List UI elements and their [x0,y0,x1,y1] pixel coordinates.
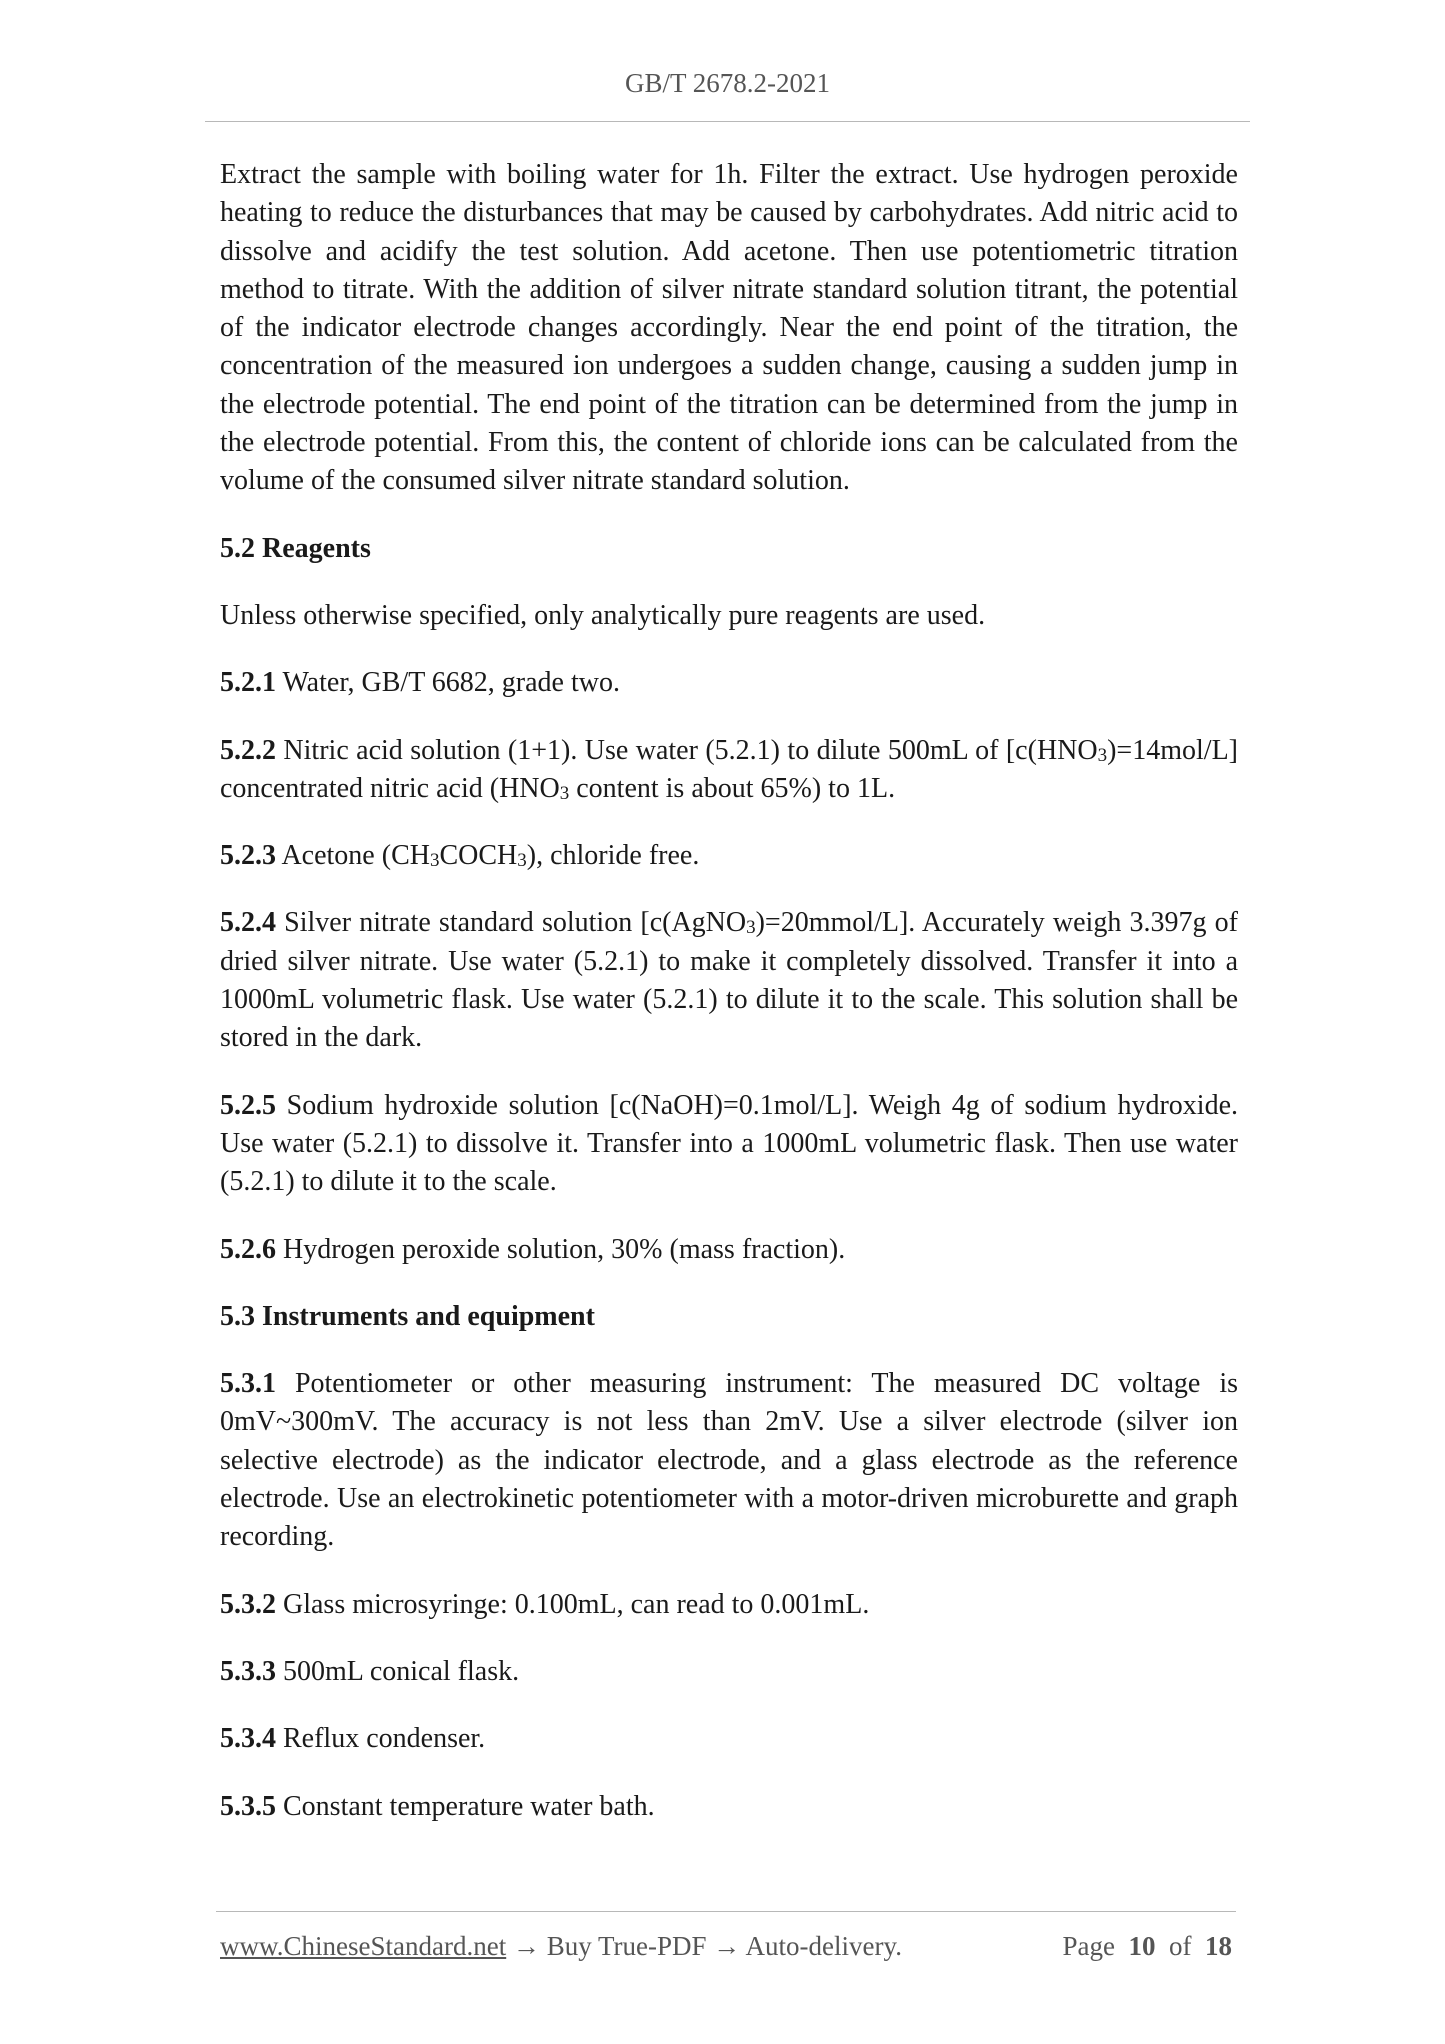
subscript: 3 [517,850,527,872]
clause-5-3-2 [220,1586,1238,1624]
clause-text: Hydrogen peroxide solution, 30% (mass fraction). [276,1233,846,1265]
footer-promo-text: → Buy True-PDF → Auto-delivery. [506,1931,902,1961]
clause-number: 5.2.5 [220,1089,276,1121]
section-heading-reagents: 5.2 Reagents [220,532,371,564]
document-body [220,156,1238,1855]
clause-5-2-6 [220,1231,1238,1269]
clause-text: Nitric acid solution (1+1). Use water (5.2.1) to dilute 500mL of [c(HNO [276,734,1098,766]
website-link[interactable]: www.ChineseStandard.net [220,1931,507,1961]
total-pages: 18 [1205,1931,1232,1961]
clause-text: )=20mmol/L]. Accurately weigh 3.397g of dried silver nitrate. Use water (5.2.1) to make it completely dissolved. Transfer it into a 1000mL volumetric flask. Use water (5.2.1) to dilute it to the scale. This solution shall be stored in the dark. [220,907,1238,1054]
clause-text: Acetone (CH [276,840,430,872]
reagents-note: Unless otherwise specified, only analytically pure reagents are used. [220,599,986,631]
header-title: GB/T 2678.2-2021 [624,68,830,98]
footer-promo [220,1931,902,1962]
clause-text: Water, GB/T 6682, grade two. [276,667,620,699]
clause-number: 5.2.6 [220,1233,276,1265]
clause-5-3-4 [220,1720,1238,1758]
clause-number: 5.2.3 [220,840,276,872]
section-heading-instruments: 5.3 Instruments and equipment [220,1300,595,1332]
page-label: Page [1062,1931,1115,1961]
clause-text: Potentiometer or other measuring instrument: The measured DC voltage is 0mV~300mV. The accuracy is not less than 2mV. Use a silver electrode (silver ion selective electrode) as the indicator electrode, and a glass electrode as the reference electrode. Use an electrokinetic potentiometer with a motor-driven microburette and graph recording. [220,1368,1238,1553]
clause-5-2-5 [220,1087,1238,1202]
clause-text: Glass microsyringe: 0.100mL, can read to 0.001mL. [276,1588,870,1620]
clause-text: )=14mol/L] concentrated nitric acid (HNO [220,734,1238,804]
clause-number: 5.3.5 [220,1790,276,1822]
clause-text: content is about 65%) to 1L. [569,772,896,804]
clause-5-2-1 [220,664,1238,702]
header-divider [205,121,1250,122]
clause-5-2-2 [220,732,1238,809]
clause-5-3-5 [220,1788,1238,1826]
clause-number: 5.3.1 [220,1368,276,1400]
footer-divider [216,1911,1236,1912]
clause-number: 5.2.1 [220,667,276,699]
clause-text: Sodium hydroxide solution [c(NaOH)=0.1mol/L]. Weigh 4g of sodium hydroxide. Use water (5.2.1) to dissolve it. Transfer into a 1000mL volumetric flask. Then use water (5.2.1) to dilute it to the scale. [220,1089,1238,1198]
clause-5-3-3 [220,1653,1238,1691]
page-indicator [1063,1931,1232,1962]
subscript: 3 [1097,744,1108,766]
clause-number: 5.3.4 [220,1723,276,1755]
clause-number: 5.2.2 [220,734,276,766]
clause-number: 5.3.2 [220,1588,276,1620]
current-page: 10 [1128,1931,1156,1961]
document-header [205,68,1250,99]
clause-5-3-1 [220,1365,1238,1556]
clause-5-2-3 [220,837,1238,875]
clause-number: 5.3.3 [220,1655,276,1687]
clause-number: 5.2.4 [220,907,276,939]
document-footer [220,1931,1232,1962]
subscript: 3 [559,782,570,804]
subscript: 3 [746,917,756,939]
clause-text: Silver nitrate standard solution [c(AgNO [276,907,747,939]
of-label: of [1169,1931,1192,1961]
clause-text: 500mL conical flask. [276,1655,520,1687]
subscript: 3 [429,850,440,872]
clause-text: Reflux condenser. [276,1723,486,1755]
clause-text: COCH [439,840,518,872]
clause-5-2-4 [220,904,1238,1057]
clause-text: ), chloride free. [526,840,700,872]
clause-text: Constant temperature water bath. [276,1790,655,1822]
intro-paragraph: Extract the sample with boiling water for 1h. Filter the extract. Use hydrogen peroxide heating to reduce the disturbances that may be caused by carbohydrates. Add nitric acid to dissolve and acidify the test solution. Add acetone. Then use potentiometric titration method to titrate. With the addition of silver nitrate standard solution titrant, the potential of the indicator electrode changes accordingly. Near the end point of the titration, the concentration of the measured ion undergoes a sudden change, causing a sudden jump in the electrode potential. The end point of the titration can be determined from the jump in the electrode potential. From this, the content of chloride ions can be calculated from the volume of the consumed silver nitrate standard solution. [220,159,1238,497]
